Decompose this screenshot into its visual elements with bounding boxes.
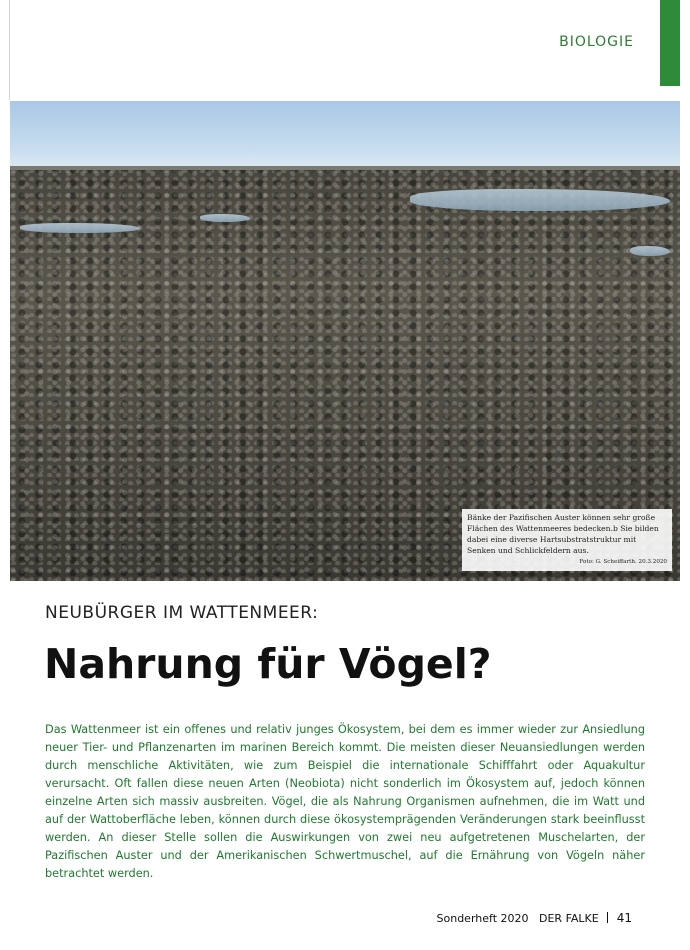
photo-water-pool (410, 189, 670, 211)
article-lead: Das Wattenmeer ist ein offenes und relativ junges Ökosystem, bei dem es immer wieder zur Ansiedlung neuer Tier- und Pflanzenarten im marinen Bereich kommt. Die meisten dieser Neuansiedlungen werden durch menschliche Aktivitäten, wie zum Beispiel die internationale Schifffahrt oder Aquakultur verursacht. Oft fallen diese neuen Arten (Neobiota) nicht sonderlich im Ökosystem auf, jedoch können einzelne Arten sich massiv ausbreiten. Vögel, die als Nahrung Organismen aufnehmen, die im Watt und auf der Wattoberfläche leben, können durch diese ökosystemprägenden Veränderungen stark beeinflusst werden. An dieser Stelle sollen die Auswirkungen von zwei neu aufgetretenen Muschelarten, der Pazifischen Auster und der Amerikanischen Schwertmuschel, auf die Ernährung von Vögeln näher betrachtet werden. (45, 723, 645, 880)
caption-text: Bänke der Pazifischen Auster können sehr große Flächen des Wattenmeeres bedecken.b Sie bilden dabei eine diverse Hartsubstratstruktur mit Senken und Schlickfeldern aus. (467, 513, 659, 555)
photo-water-pool (630, 246, 670, 256)
footer-magazine: DER FALKE (539, 912, 599, 925)
photo-water-pool (20, 223, 140, 233)
footer-separator (607, 912, 608, 923)
page-number: 41 (616, 911, 632, 925)
section-color-bar (660, 0, 680, 86)
photo-credit: Foto: G. Scheiffarth. 20.3.2020 (579, 559, 667, 565)
photo-water-pool (200, 214, 250, 222)
photo-sky (10, 101, 680, 168)
page-frame-line (9, 0, 10, 100)
section-label: BIOLOGIE (559, 34, 634, 50)
photo-caption (462, 509, 672, 571)
article-kicker: NEUBÜRGER IM WATTENMEER: (45, 603, 319, 623)
oyster-reef-photo (10, 101, 680, 581)
photo-horizon (10, 166, 680, 170)
article-headline: Nahrung für Vögel? (44, 640, 492, 688)
footer-issue: Sonderheft 2020 (436, 912, 529, 925)
page-footer (437, 911, 632, 925)
